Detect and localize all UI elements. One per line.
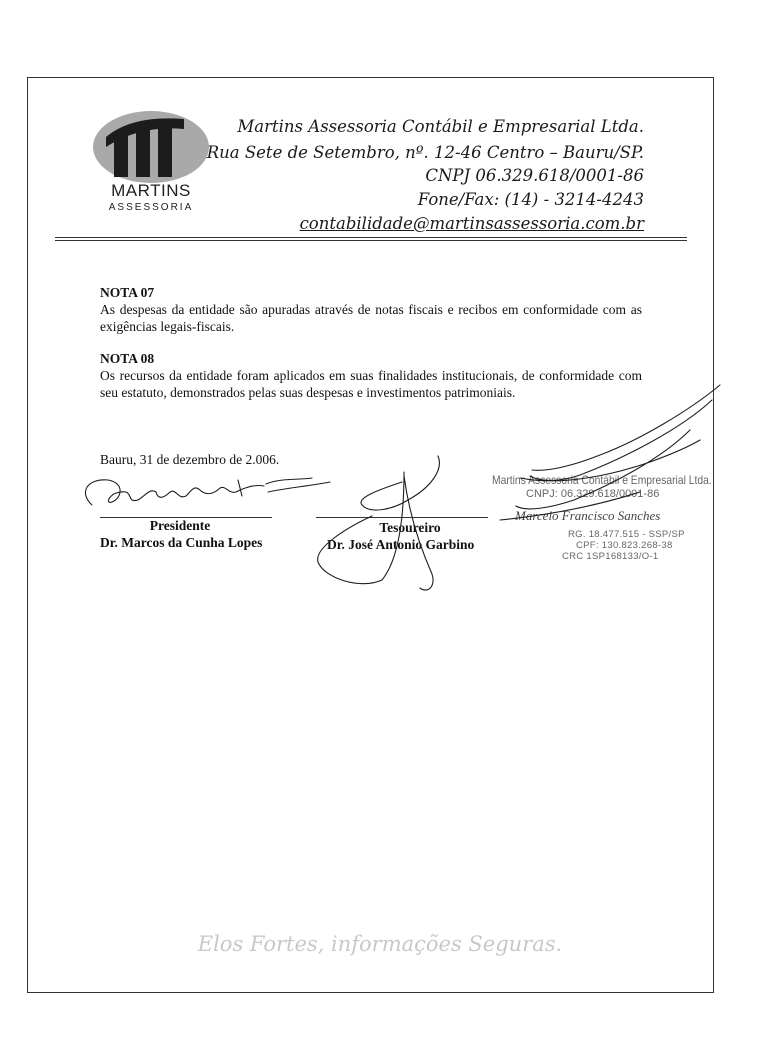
logo-name: MARTINS	[111, 181, 191, 200]
note-07	[100, 285, 642, 335]
stamp-company: Martins Assessoria Contábil e Empresarial Ltda.	[492, 473, 712, 487]
company-email: contabilidade@martinsassessoria.com.br	[299, 214, 644, 233]
footer-slogan: Elos Fortes, informações Seguras.	[197, 932, 563, 956]
martins-logo	[92, 107, 210, 217]
note-title: NOTA 08	[100, 351, 155, 366]
company-address: Rua Sete de Setembro, nº. 12-46 Centro – Bauru/SP.	[206, 143, 644, 162]
stamp-crc: CRC 1SP168133/O-1	[562, 551, 659, 562]
president-name: Dr. Marcos da Cunha Lopes	[100, 535, 263, 550]
note-title: NOTA 07	[100, 285, 155, 300]
logo-subtitle: ASSESSORIA	[108, 202, 194, 213]
company-phone: Fone/Fax: (14) - 3214-4243	[417, 190, 644, 209]
company-cnpj: CNPJ 06.329.618/0001-86	[425, 166, 644, 185]
stamp-rg: RG. 18.477.515 - SSP/SP	[568, 529, 685, 540]
note-text: Os recursos da entidade foram aplicados em suas finalidades institucionais, de conformidade com seu estatuto, demonstrados pelas suas despesas e investimentos patrimoniais.	[100, 367, 642, 400]
note-text: As despesas da entidade são apuradas através de notas fiscais e recibos em conformidade com as exigências legais-fiscais.	[100, 301, 642, 334]
note-08	[100, 351, 642, 401]
stamp-cnpj: CNPJ: 06.329.618/0001-86	[526, 488, 660, 500]
stamp-accountant-name: Marcelo Francisco Sanches	[515, 508, 661, 523]
treasurer-signature-line	[316, 517, 488, 518]
president-role: Presidente	[149, 518, 211, 533]
stamp-cpf: CPF: 130.823.268-38	[576, 540, 673, 551]
treasurer-role: Tesoureiro	[379, 520, 441, 535]
logo-emblem-icon	[92, 107, 210, 187]
header-rule-second	[55, 240, 687, 241]
header-rule	[55, 237, 687, 238]
document-date: Bauru, 31 de dezembro de 2.006.	[100, 452, 280, 467]
treasurer-name: Dr. José Antonio Garbino	[327, 537, 475, 552]
company-name: Martins Assessoria Contábil e Empresarial Ltda.	[237, 117, 644, 136]
